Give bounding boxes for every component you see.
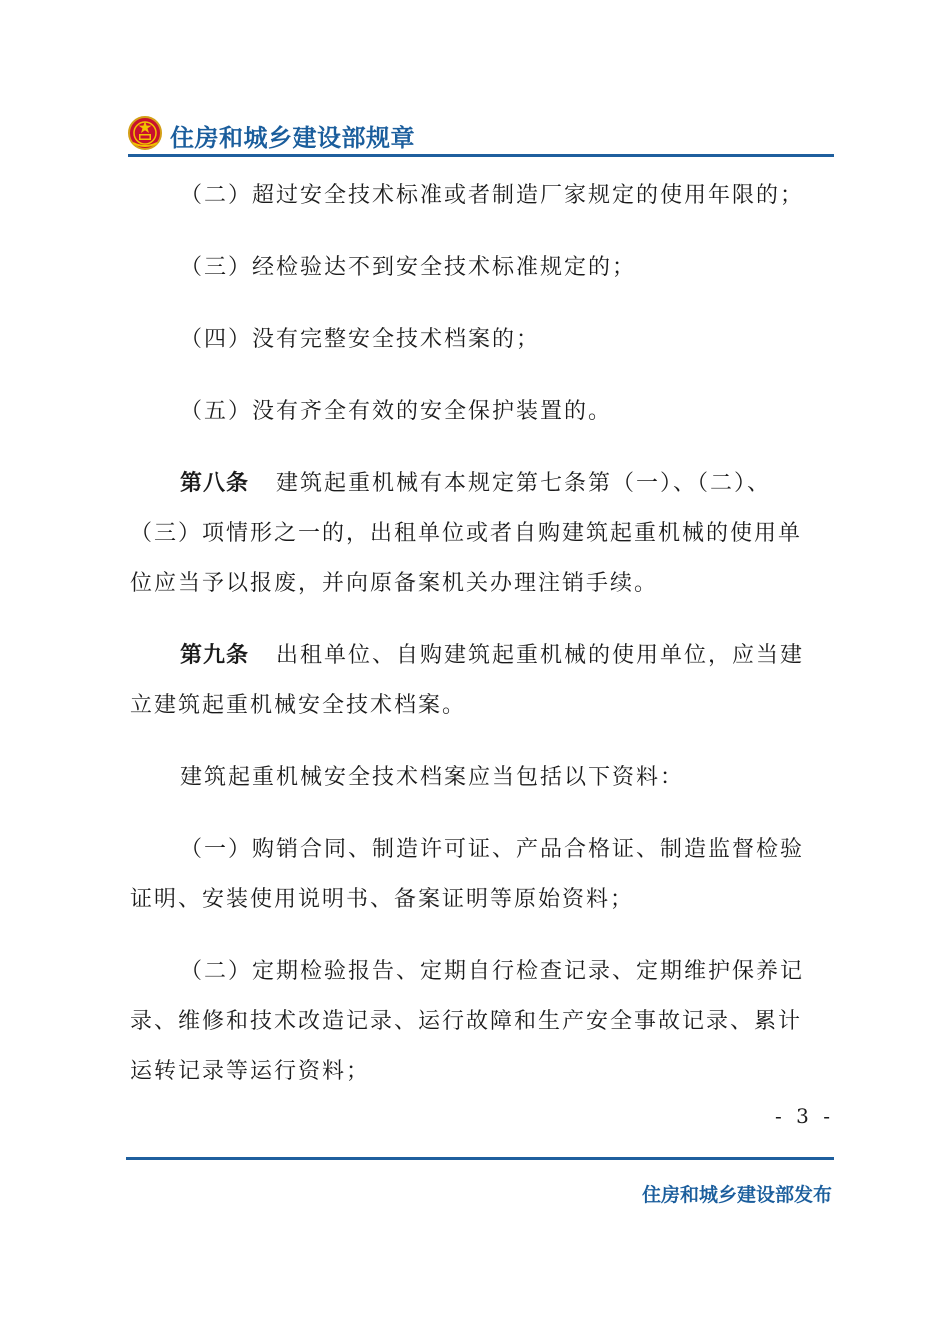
national-emblem-icon [128,116,162,150]
page-header [128,116,834,158]
archive-intro: 建筑起重机械安全技术档案应当包括以下资料： [180,765,685,790]
article-8-line: 位应当予以报废，并向原备案机关办理注销手续。 [130,571,659,596]
footer-publisher: 住房和城乡建设部发布 [641,1184,832,1206]
article-9-text: 出租单位、自购建筑起重机械的使用单位，应当建 [276,643,805,668]
article-9-paragraph [180,628,834,684]
header-divider [128,154,834,157]
article-9-line: 立建筑起重机械安全技术档案。 [130,693,467,718]
article-8-line: （三）项情形之一的，出租单位或者自购建筑起重机械的使用单 [130,521,803,546]
header-title: 住房和城乡建设部规章 [170,124,415,152]
page-number: - 3 - [775,1104,834,1128]
list-item: （三）经检验达不到安全技术标准规定的； [180,255,637,280]
list-item: （二）超过安全技术标准或者制造厂家规定的使用年限的； [180,183,805,208]
archive-item-2-cont: 录、维修和技术改造记录、运行故障和生产安全事故记录、累计 [130,1009,803,1034]
archive-item-1: （一）购销合同、制造许可证、产品合格证、制造监督检验 [180,837,805,862]
article-8-paragraph [180,456,834,512]
archive-item-2-cont: 运转记录等运行资料； [130,1059,371,1084]
footer-divider [126,1157,834,1160]
article-8-label: 第八条 [180,471,250,496]
list-item: （五）没有齐全有效的安全保护装置的。 [180,399,613,424]
article-9-label: 第九条 [180,643,250,668]
article-8-text: 建筑起重机械有本规定第七条第（一）、（二）、 [276,471,772,496]
list-item: （四）没有完整安全技术档案的； [180,327,541,352]
archive-item-1-cont: 证明、安装使用说明书、备案证明等原始资料； [130,887,635,912]
archive-item-2: （二）定期检验报告、定期自行检查记录、定期维护保养记 [180,959,805,984]
